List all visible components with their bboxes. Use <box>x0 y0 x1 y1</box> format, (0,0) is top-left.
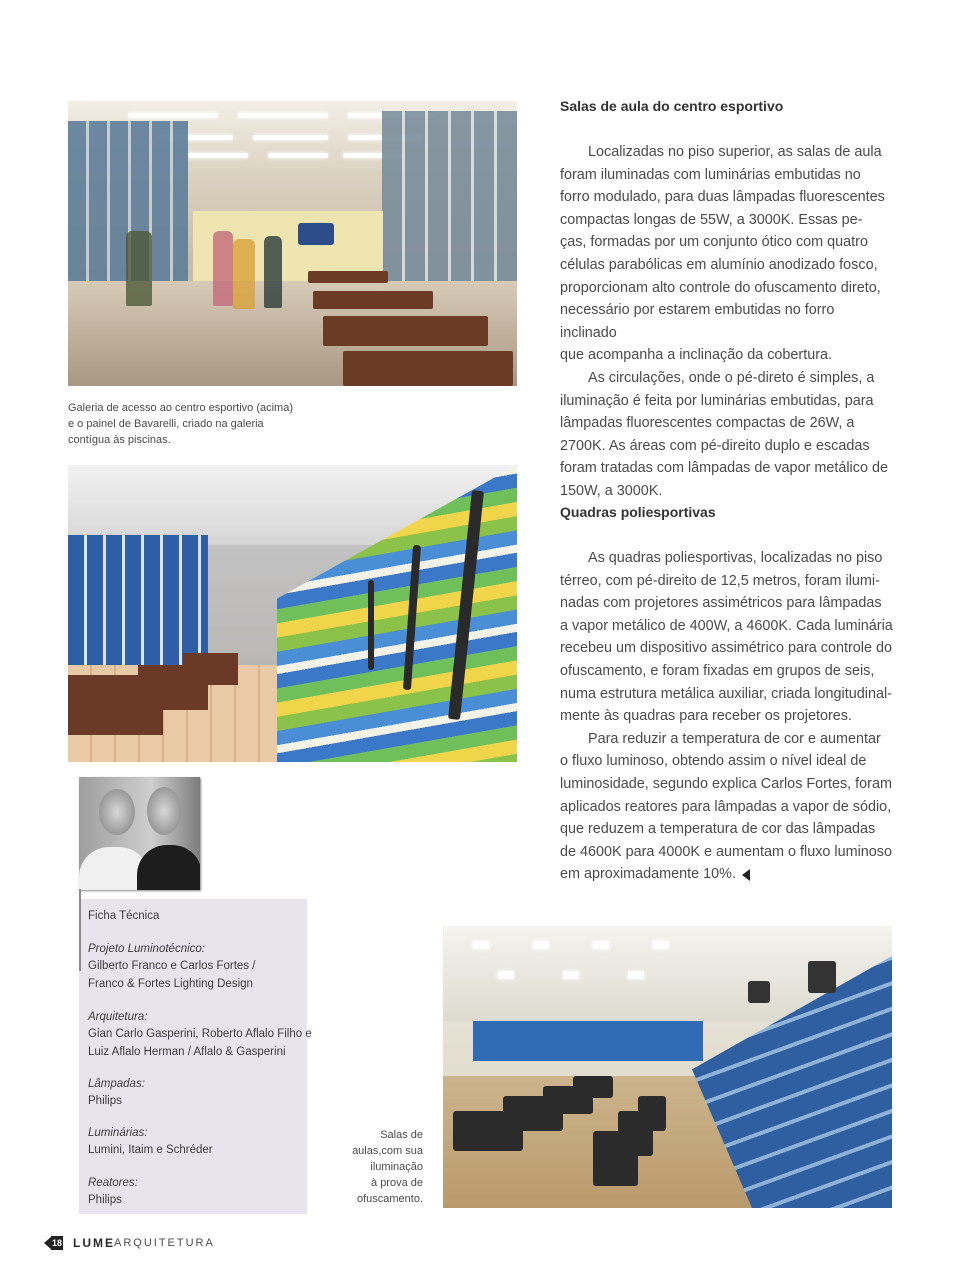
text-line: foram iluminadas com luminárias embutidas no <box>560 166 861 183</box>
text-line: em aproximadamente 10%. <box>560 866 736 883</box>
reatores-label: Reatores: <box>88 1177 138 1189</box>
bench <box>308 271 388 283</box>
end-of-article-icon <box>742 869 750 881</box>
designers-portrait <box>79 777 200 890</box>
tv-screen <box>748 981 770 1003</box>
text-line: que reduzem a temperatura de cor das lâmpadas <box>560 821 876 838</box>
sculpture <box>368 580 374 670</box>
person-figure <box>213 231 233 306</box>
tv-screen <box>808 961 836 993</box>
text-line: a vapor metálico de 400W, a 4600K. Cada luminária <box>560 617 893 634</box>
luminarias-label: Luminárias: <box>88 1127 148 1139</box>
text-line: necessário por estarem embutidas no forro inclinado <box>560 302 835 341</box>
section-heading: Salas de aula do centro esportivo <box>560 98 784 114</box>
arquitetura-label: Arquitetura: <box>88 1011 148 1023</box>
magazine-brand: LUME <box>73 1236 115 1250</box>
logo-sign <box>298 223 334 245</box>
text-line: compactas longas de 55W, a 3000K. Essas pe- <box>560 211 863 228</box>
text-line: células parabólicas em alumínio anodizado fosco, <box>560 256 878 273</box>
ficha-rule <box>79 889 81 971</box>
text-line: Localizadas no piso superior, as salas de aula <box>588 144 882 160</box>
back-windows <box>473 1021 703 1061</box>
caption-line: à prova de <box>371 1177 423 1189</box>
text-line: numa estrutura metálica auxiliar, criada longitudinal- <box>560 685 892 702</box>
text-line: iluminação é feita por luminárias embutidas, para <box>560 392 874 409</box>
ceiling-light <box>533 941 549 949</box>
page-number: 18 <box>51 1238 62 1248</box>
text-line: As circulações, onde o pé-direto é simples, a <box>588 369 875 386</box>
ceiling-light <box>593 941 609 949</box>
text-line: recebeu um dispositivo assimétrico para controle do <box>560 640 892 657</box>
gym-photo <box>443 926 892 1208</box>
text-line: que acompanha a inclinação da cobertura. <box>560 347 833 364</box>
portrait-head <box>99 789 135 835</box>
text-line: de 4600K para 4000K e aumentam o fluxo luminoso <box>560 843 893 860</box>
arquitetura-line: Luiz Aflalo Herman / Aflalo & Gasperini <box>88 1046 286 1058</box>
text-line: Para reduzir a temperatura de cor e aumentar <box>588 730 881 747</box>
projeto-line: Gilberto Franco e Carlos Fortes / <box>88 960 256 972</box>
bench <box>343 351 513 386</box>
table <box>183 653 238 685</box>
text-line: ofuscamento, e foram fixadas em grupos de seis, <box>560 662 875 679</box>
lampadas-value: Philips <box>88 1095 122 1107</box>
text-line: foram tratadas com lâmpadas de vapor metálico de <box>560 460 888 477</box>
ceiling-lamp <box>268 153 328 158</box>
article-paragraph <box>560 141 894 503</box>
reatores-value: Philips <box>88 1194 122 1206</box>
article-paragraph <box>560 547 894 886</box>
text-line: nadas com projetores assimétricos para lâmpadas <box>560 595 882 612</box>
text-line: forro modulado, para duas lâmpadas fluorescentes <box>560 189 885 206</box>
text-line: mente às quadras para receber os projetores. <box>560 708 852 725</box>
text-line: As quadras poliesportivas, localizadas no piso <box>588 550 883 566</box>
ceiling-light <box>473 941 489 949</box>
text-line: proporcionam alto controle do ofuscamento direto, <box>560 279 881 296</box>
ceiling-lamp <box>238 113 328 118</box>
text-line: luminosidade, segundo explica Carlos Fortes, foram <box>560 775 892 792</box>
corridor-photo <box>68 101 517 386</box>
ficha-title: Ficha Técnica <box>88 910 160 922</box>
portrait-head <box>147 787 181 835</box>
ceiling-lamp <box>188 153 248 158</box>
person-figure <box>126 231 152 306</box>
classes-caption <box>318 1127 423 1207</box>
ceiling-lamp <box>128 113 218 118</box>
lampadas-label: Lâmpadas: <box>88 1078 145 1090</box>
magazine-section: ARQUITETURA <box>114 1237 215 1249</box>
section-heading: Quadras poliesportivas <box>560 504 716 520</box>
caption-line: ofuscamento. <box>356 1193 423 1205</box>
text-line: aplicados reatores para lâmpadas a vapor de sódio, <box>560 798 892 815</box>
treadmill <box>573 1076 613 1098</box>
text-line: térreo, com pé-direito de 12,5 metros, foram ilumi- <box>560 572 880 589</box>
bench <box>323 316 488 346</box>
portrait-body <box>137 845 200 890</box>
projeto-label: Projeto Luminotécnico: <box>88 943 205 955</box>
text-line: 150W, a 3000K. <box>560 482 663 499</box>
ceiling-light <box>563 971 579 979</box>
arquitetura-line: Gian Carlo Gasperini, Roberto Aflalo Filho e <box>88 1028 312 1040</box>
mural-photo <box>68 465 517 762</box>
text-line: 2700K. As áreas com pé-direito duplo e escadas <box>560 437 870 454</box>
person-figure <box>264 236 282 308</box>
caption-line: iluminação <box>370 1161 423 1173</box>
person-figure <box>233 239 255 309</box>
luminarias-value: Lumini, Itaim e Schréder <box>88 1144 213 1156</box>
text-line: ças, formadas por um conjunto ótico com quatro <box>560 234 868 251</box>
gallery-caption: Galeria de acesso ao centro esportivo (acima) e o painel de Bavarelli, criado na galeria contígua às piscinas. <box>68 402 293 446</box>
ceiling-lamp <box>253 135 328 140</box>
text-line: lâmpadas fluorescentes compactas de 26W, a <box>560 415 855 432</box>
exercise-bike <box>638 1096 666 1131</box>
ceiling-light <box>628 971 644 979</box>
caption-line: aulas,com sua <box>352 1145 423 1157</box>
text-line: o fluxo luminoso, obtendo assim o nível ideal de <box>560 753 867 770</box>
ceiling-light <box>498 971 514 979</box>
ceiling-light <box>653 941 669 949</box>
bench <box>313 291 433 309</box>
projeto-line: Franco & Fortes Lighting Design <box>88 978 253 990</box>
caption-line: Salas de <box>380 1129 423 1141</box>
